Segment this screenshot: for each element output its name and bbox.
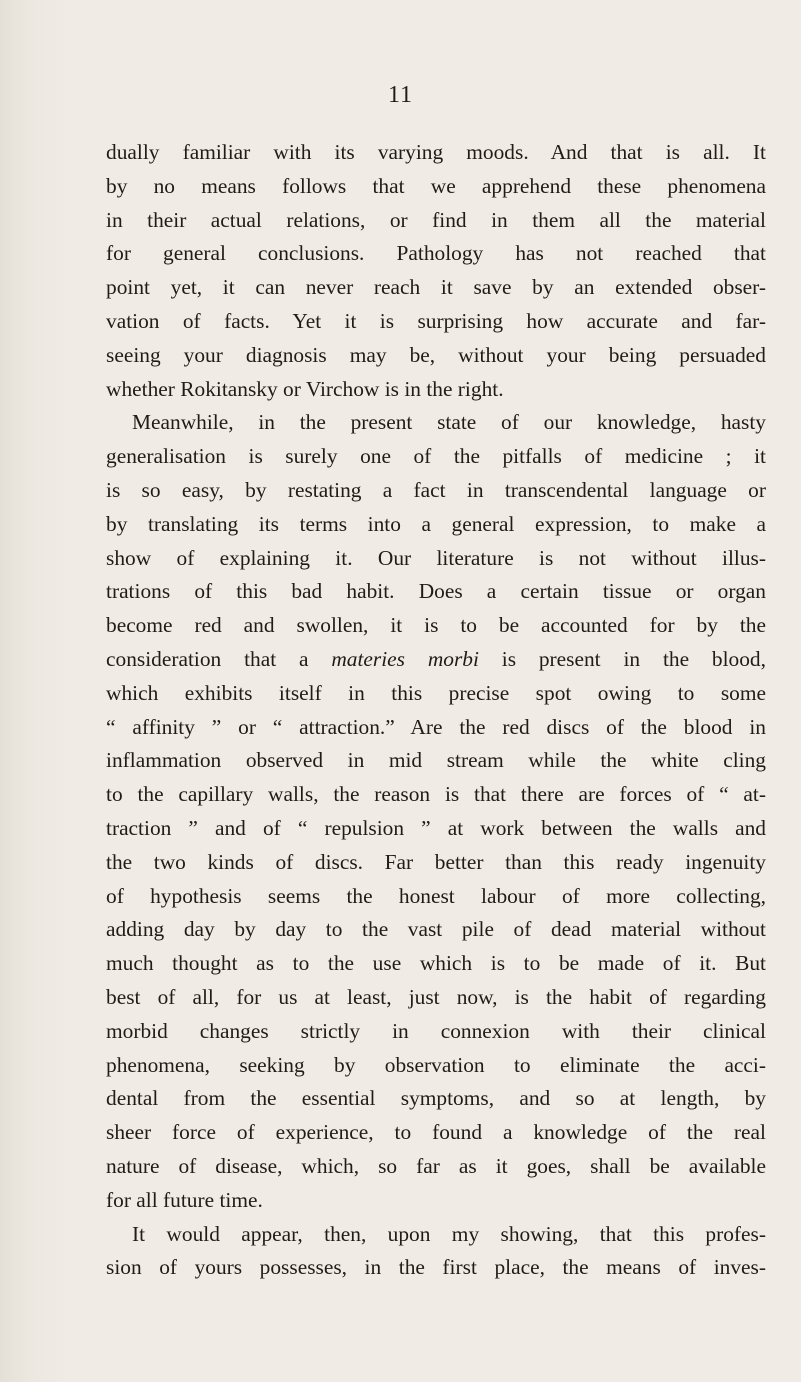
text-line: for all future time. — [106, 1187, 263, 1212]
text-line: Meanwhile, in the present state of our knowledge, hasty — [132, 410, 766, 435]
text-line: seeing your diagnosis may be, without your being persuaded — [106, 342, 766, 367]
text-line: in their actual relations, or find in them all the material — [106, 207, 766, 232]
text-line: morbid changes strictly in connexion with their clinical — [106, 1018, 766, 1043]
text-line: show of explaining it. Our literature is not without illus- — [106, 545, 766, 570]
text-line: the two kinds of discs. Far better than this ready ingenuity — [106, 849, 766, 874]
text-line: much thought as to the use which is to be made of it. But — [106, 951, 766, 976]
text-line: phenomena, seeking by observation to eliminate the acci- — [106, 1052, 766, 1077]
text-line: dental from the essential symptoms, and so at length, by — [106, 1086, 766, 1111]
text-line: to the capillary walls, the reason is that there are forces of “ at- — [106, 782, 766, 807]
text-line: for general conclusions. Pathology has not reached that — [106, 241, 766, 266]
body-text — [106, 136, 766, 1285]
text-line: become red and swollen, it is to be accounted for by the — [106, 613, 766, 638]
text-line: vation of facts. Yet it is surprising how accurate and far- — [106, 308, 766, 333]
text-line: traction ” and of “ repulsion ” at work between the walls and — [106, 815, 766, 840]
text-line: trations of this bad habit. Does a certain tissue or organ — [106, 579, 766, 604]
text-line: “ affinity ” or “ attraction.” Are the red discs of the blood in — [106, 714, 766, 739]
text-line: It would appear, then, upon my showing, that this profes- — [132, 1221, 766, 1246]
text-line: sion of yours possesses, in the first place, the means of inves- — [106, 1255, 766, 1280]
text-before-italic: consideration that a — [106, 646, 332, 671]
text-line: of hypothesis seems the honest labour of more collecting, — [106, 883, 766, 908]
text-line: whether Rokitansky or Virchow is in the right. — [106, 376, 504, 401]
text-after-italic: is present in the blood, — [478, 646, 766, 671]
text-line: point yet, it can never reach it save by an extended obser- — [106, 275, 766, 300]
page-number: 11 — [387, 82, 414, 108]
text-line: nature of disease, which, so far as it goes, shall be available — [106, 1153, 766, 1178]
text-line: inflammation observed in mid stream while the white cling — [106, 748, 766, 773]
text-line: sheer force of experience, to found a knowledge of the real — [106, 1120, 766, 1145]
text-line: dually familiar with its varying moods. And that is all. It — [106, 140, 766, 164]
text-line-with-italic — [106, 643, 766, 677]
text-line: best of all, for us at least, just now, is the habit of regarding — [106, 984, 766, 1009]
italic-term: materies morbi — [331, 646, 479, 671]
text-line: is so easy, by restating a fact in transcendental language or — [106, 477, 766, 502]
text-line: which exhibits itself in this precise spot owing to some — [106, 680, 766, 705]
text-line: by no means follows that we apprehend these phenomena — [106, 173, 766, 198]
text-line: adding day by day to the vast pile of dead material without — [106, 917, 766, 942]
text-line: generalisation is surely one of the pitfalls of medicine ; it — [106, 444, 766, 469]
text-line: by translating its terms into a general expression, to make a — [106, 511, 766, 536]
